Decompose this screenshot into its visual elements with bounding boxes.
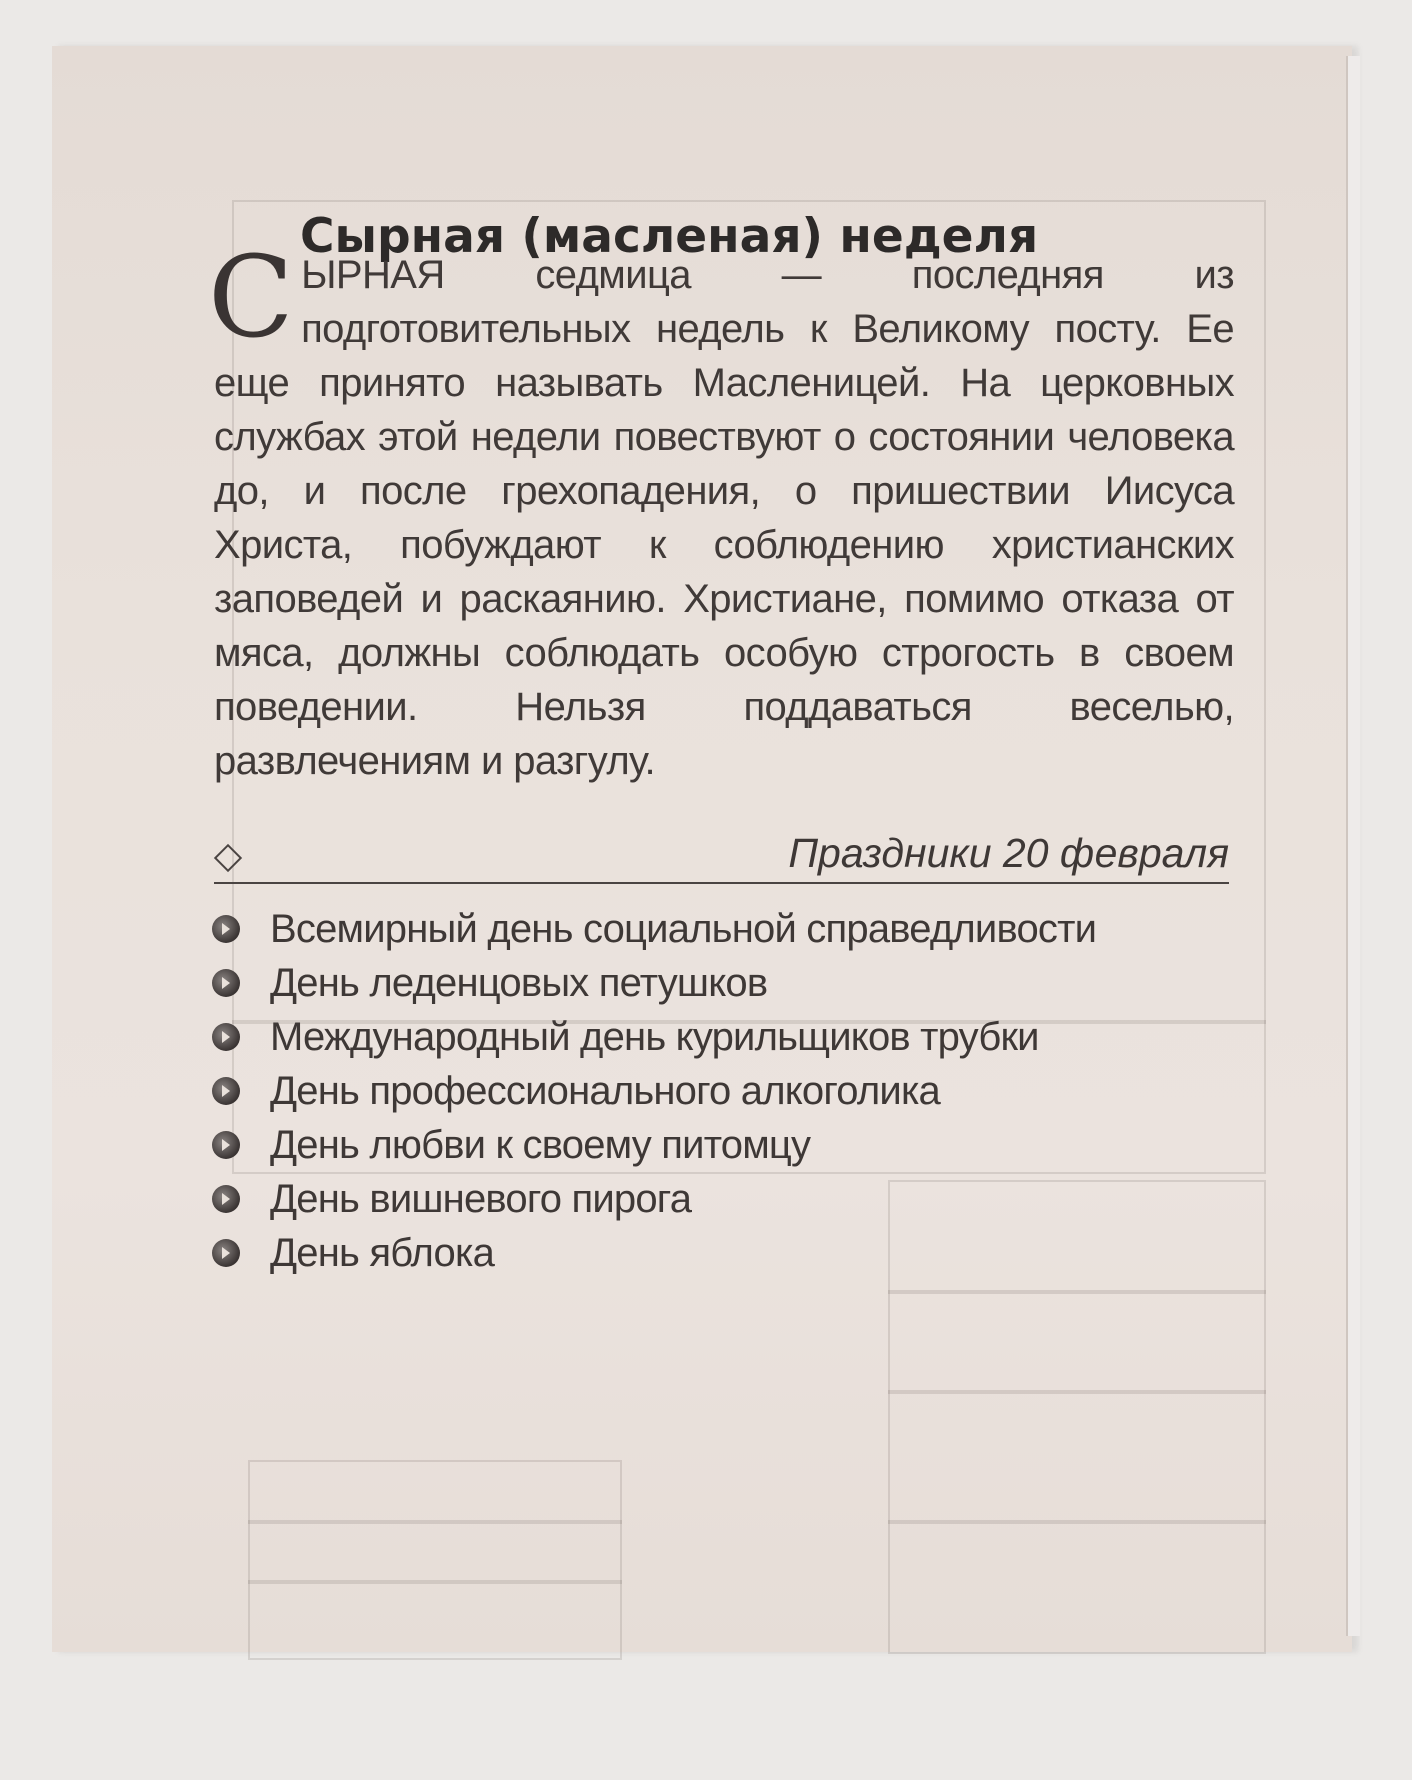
list-item (212, 1010, 1242, 1064)
arrow-bullet-icon (212, 1077, 240, 1105)
diamond-icon (214, 844, 242, 872)
list-item-label: День вишневого пирога (270, 1176, 692, 1221)
list-item (212, 902, 1242, 956)
list-item (212, 956, 1242, 1010)
drop-cap: С (208, 233, 294, 363)
bleed-through-line (888, 1290, 1266, 1294)
holidays-heading: Праздники 20 февраля (788, 830, 1229, 876)
list-item (212, 1226, 1242, 1280)
bleed-through-line (888, 1520, 1266, 1524)
list-item-label: Всемирный день социальной справедливости (270, 906, 1097, 951)
article-body-text: ЫРНАЯ седмица — последняя из подготовительных недель к Великому посту. Ее еще принято называть Масленицей. На церковных службах этой недели повествуют о состоянии человека до, и после грехопадения, о пришествии Иисуса Христа, побуждают к соблюдению христианских заповедей и раскаянию. Христиане, помимо отказа от мяса, должны соблюдать особую строгость в своем поведении. Нельзя поддаваться веселью, развлечениям и разгулу. (214, 253, 1234, 783)
holidays-header (214, 830, 1229, 884)
list-item-label: День яблока (270, 1230, 495, 1275)
arrow-bullet-icon (212, 1023, 240, 1051)
list-item (212, 1064, 1242, 1118)
arrow-bullet-icon (212, 1131, 240, 1159)
list-item-label: День профессионального алкоголика (270, 1068, 940, 1113)
bleed-through-line (888, 1390, 1266, 1394)
bleed-through-box (248, 1460, 622, 1660)
arrow-bullet-icon (212, 969, 240, 997)
bleed-through-line (248, 1520, 622, 1524)
paper-edge (1346, 56, 1360, 1636)
list-item (212, 1118, 1242, 1172)
bleed-through-line (248, 1580, 622, 1584)
list-item-label: День любви к своему питомцу (270, 1122, 811, 1167)
list-item (212, 1172, 1242, 1226)
holidays-list (212, 902, 1242, 1280)
arrow-bullet-icon (212, 1185, 240, 1213)
list-item-label: День леденцовых петушков (270, 960, 768, 1005)
list-item-label: Международный день курильщиков трубки (270, 1014, 1039, 1059)
arrow-bullet-icon (212, 915, 240, 943)
arrow-bullet-icon (212, 1239, 240, 1267)
article-title: Сырная (масленая) неделя (300, 209, 1039, 265)
